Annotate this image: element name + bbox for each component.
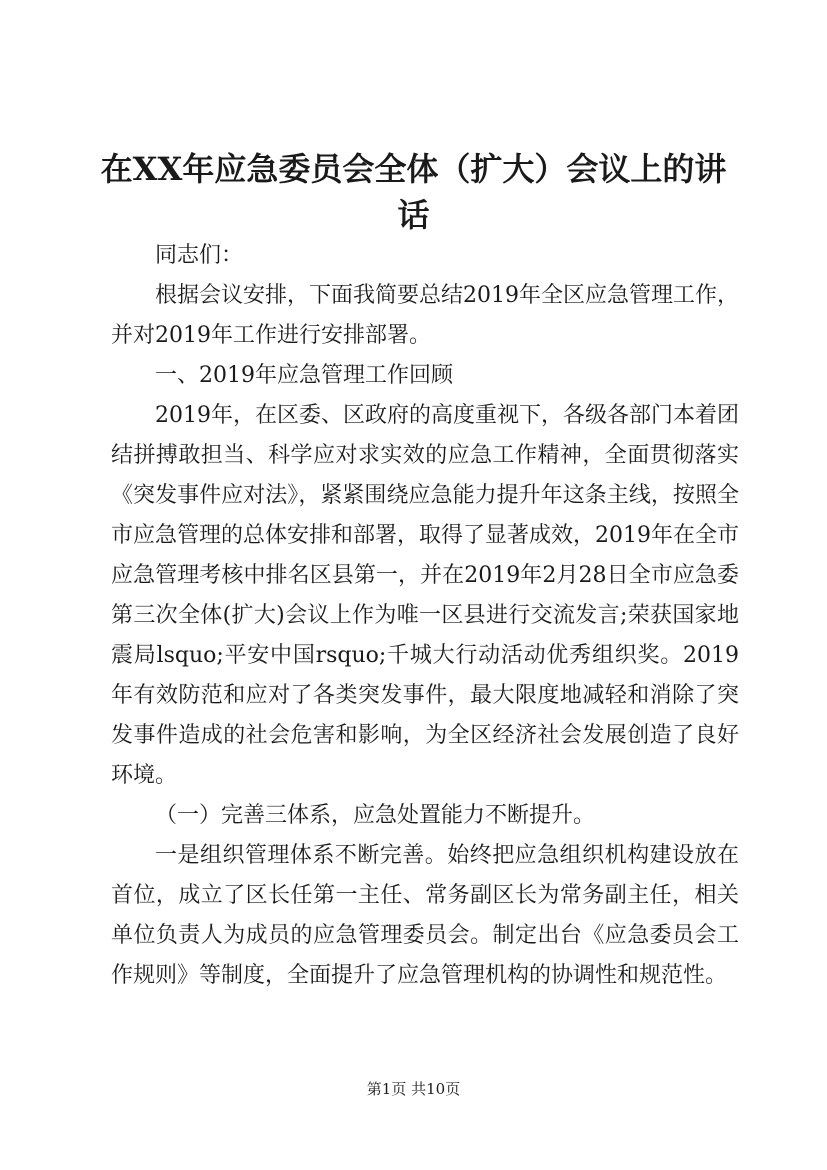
subsection-heading: （一）完善三体系，应急处置能力不断提升。 [155, 803, 596, 828]
intro-paragraph: 根据会议安排，下面我简要总结2019年全区应急管理工作，并对2019年工作进行安排部署。 [111, 283, 739, 348]
section-heading: 一、2019年应急管理工作回顾 [155, 363, 453, 388]
organization-paragraph: 一是组织管理体系不断完善。始终把应急组织机构建设放在首位，成立了区长任第一主任、常务副区长为常务副主任，相关单位负责人为成员的应急管理委员会。制定出台《应急委员会工作规则》等制度，全面提升了应急管理机构的协调性和规范性。 [111, 843, 739, 988]
page-number-footer: 第1页 共10页 [366, 1080, 461, 1098]
salutation-paragraph: 同志们： [155, 243, 244, 268]
document-title: 在XX年应急委员会全体（扩大）会议上的讲话 [100, 150, 727, 234]
review-paragraph: 2019年，在区委、区政府的高度重视下，各级各部门本着团结拼搏敢担当、科学应对求实效的应急工作精神，全面贯彻落实《突发事件应对法》，紧紧围绕应急能力提升年这条主线，按照全市应急管理的总体安排和部署，取得了显著成效，2019年在全市应急管理考核中排名区县第一，并在2019年2月28日全市应急委第三次全体(扩大)会议上作为唯一区县进行交流发言;荣获国家地震局lsquo;平安中国rsquo;千城大行动活动优秀组织奖。2019年有效防范和应对了各类突发事件，最大限度地减轻和消除了突发事件造成的社会危害和影响，为全区经济社会发展创造了良好环境。 [111, 403, 739, 788]
document-body [111, 236, 739, 996]
